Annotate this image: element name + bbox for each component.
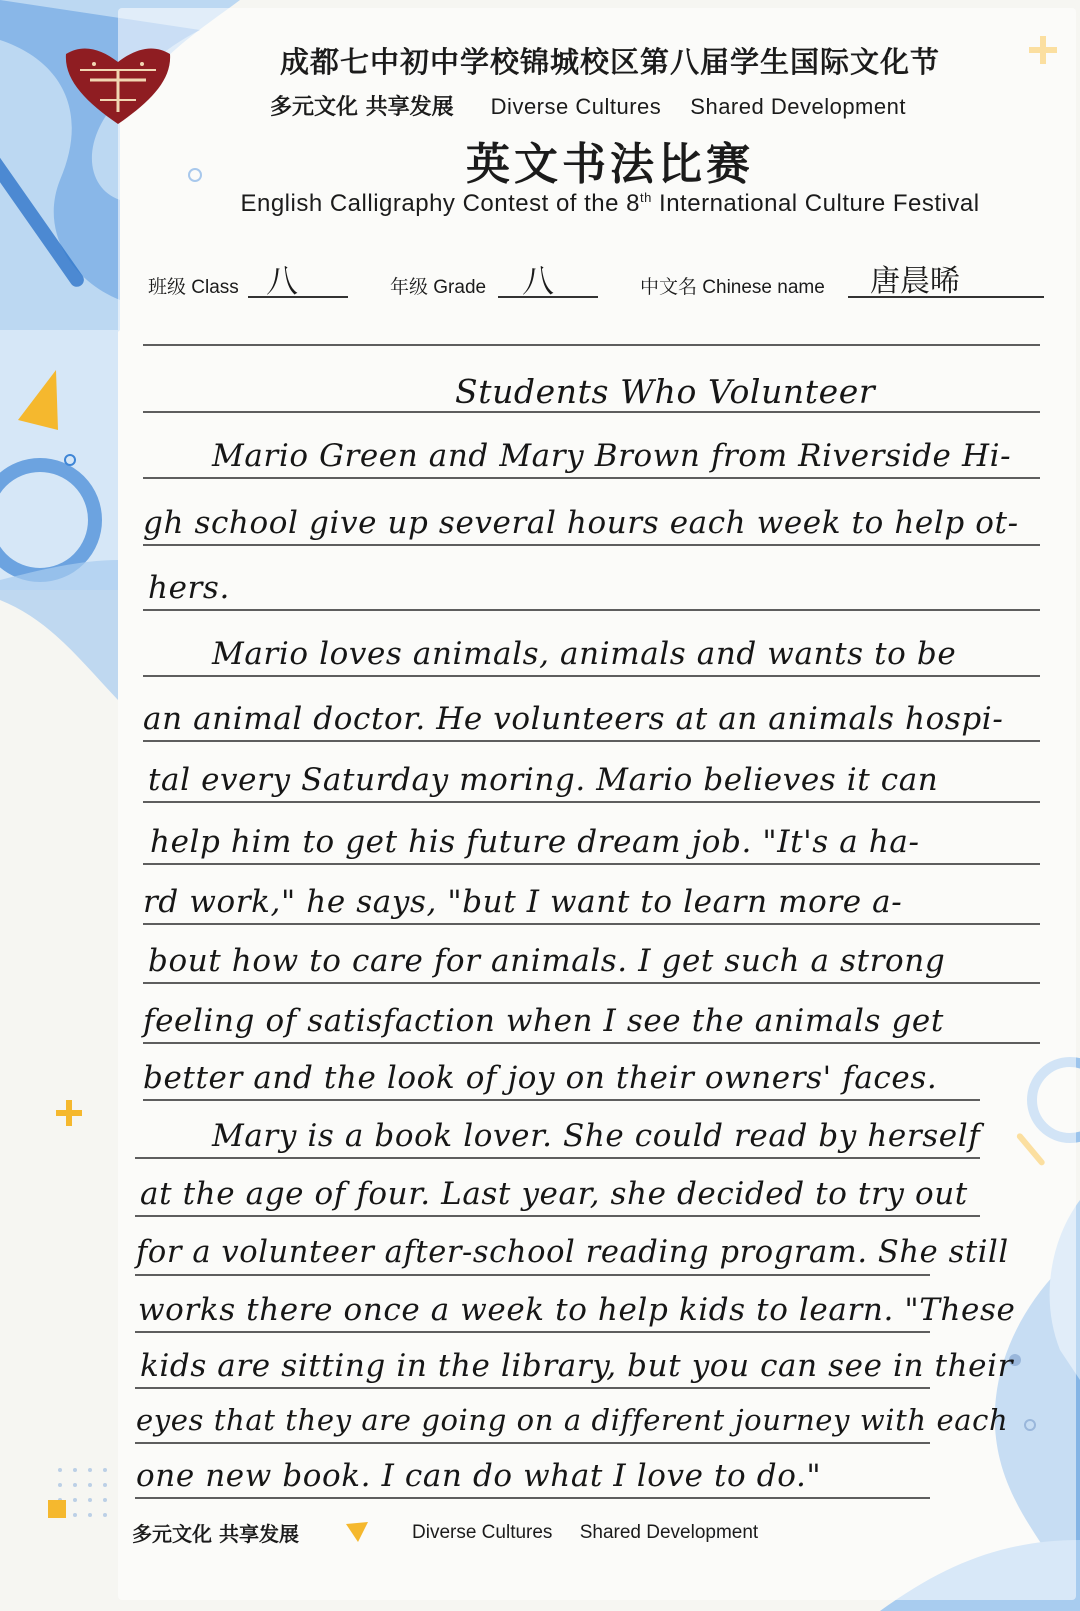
contest-title-english-tail: International Culture Festival — [651, 190, 980, 217]
festival-title: 成都七中初中学校锦城校区第八届学生国际文化节 — [279, 45, 940, 79]
essay-line: for a volunteer after-school reading program. She still — [136, 1235, 1009, 1270]
header-slogan — [270, 90, 1030, 121]
essay-title: Students Who Volunteer — [455, 372, 876, 411]
footer-slogan-english-1: Diverse Cultures — [412, 1522, 553, 1543]
essay-line: eyes that they are going on a different journey with each — [136, 1403, 1009, 1437]
essay-paragraph-first-line: Mary is a book lover. She could read by herself — [212, 1118, 981, 1154]
essay-line: works there once a week to help kids to learn. "These — [138, 1292, 1016, 1328]
chinese-name-label: 中文名 Chinese name — [640, 277, 825, 298]
essay-line: gh school give up several hours each week to help ot- — [143, 505, 1019, 541]
class-value[interactable]: 八 — [266, 262, 299, 300]
contest-title-english-main: English Calligraphy Contest of the 8 — [240, 190, 641, 217]
essay-line: an animal doctor. He volunteers at an animals hospi- — [143, 701, 1004, 737]
slogan-chinese: 多元文化 共享发展 — [270, 95, 454, 120]
essay-line: one new book. I can do what I love to do." — [136, 1458, 822, 1494]
student-info-row — [148, 262, 1058, 308]
footer-slogan-english — [412, 1522, 780, 1544]
contest-title-english — [140, 190, 1080, 218]
contest-title-english-ordinal: th — [640, 190, 652, 205]
footer-slogan-chinese: 多元文化 共享发展 — [132, 1522, 299, 1546]
essay-line: at the age of four. Last year, she decided to try out — [140, 1176, 968, 1212]
essay-line: rd work," he says, "but I want to learn more a- — [143, 884, 903, 920]
essay-line: kids are sitting in the library, but you can see in their — [140, 1348, 1014, 1384]
essay-paragraph-first-line: Mario loves animals, animals and wants to be — [212, 636, 957, 672]
grade-label: 年级 Grade — [390, 277, 487, 298]
essay-line: hers. — [148, 570, 230, 606]
footer — [132, 1510, 1032, 1570]
contest-title-chinese: 英文书法比赛 — [466, 139, 754, 190]
class-label: 班级 Class — [148, 277, 239, 298]
slogan-english-1: Diverse Cultures — [490, 94, 662, 119]
footer-triangle-icon — [344, 1520, 370, 1544]
slogan-english-2: Shared Development — [690, 94, 906, 119]
footer-slogan-english-2: Shared Development — [579, 1522, 759, 1543]
grade-value[interactable]: 八 — [522, 262, 555, 300]
chinese-name-value[interactable]: 唐晨晞 — [870, 264, 960, 299]
school-logo — [60, 40, 176, 128]
essay-paragraph-first-line: Mario Green and Mary Brown from Riverside Hi- — [212, 438, 1012, 474]
essay-line: feeling of satisfaction when I see the animals get — [143, 1003, 944, 1039]
essay-line: bout how to care for animals. I get such a strong — [148, 943, 946, 979]
essay-line: help him to get his future dream job. "It's a ha- — [150, 824, 920, 860]
essay-line: better and the look of joy on their owners' faces. — [143, 1060, 938, 1096]
essay-line: tal every Saturday moring. Mario believes it can — [148, 762, 939, 798]
